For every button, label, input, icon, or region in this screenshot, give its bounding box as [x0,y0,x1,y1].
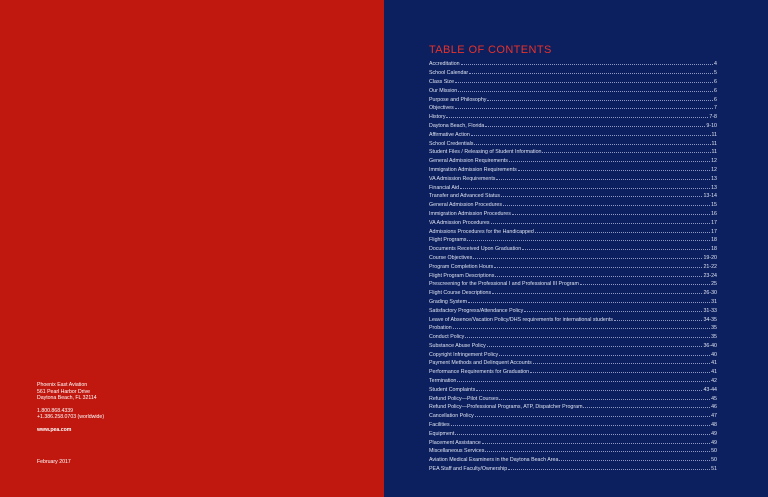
toc-entry-page: 23-24 [703,272,717,279]
toc-entry-label: Termination [429,378,457,385]
toc-entry-page: 17 [711,228,717,235]
toc-entry-page: 13 [711,184,717,191]
toc-entry[interactable] [429,105,717,114]
toc-entry-page: 51 [711,466,717,473]
toc-entry[interactable] [429,237,717,246]
toc-entry-leader-dots [533,360,710,364]
toc-entry-label: Accreditation [429,61,460,68]
toc-entry[interactable] [429,360,717,369]
toc-entry[interactable] [429,255,717,264]
toc-entry[interactable] [429,246,717,255]
toc-entry-page: 49 [711,430,717,437]
toc-entry-label: Satisfactory Progress/Attendance Policy [429,307,524,314]
toc-entry-page: 16 [711,210,717,217]
toc-entry-label: VA Admission Procedures [429,219,490,226]
toc-entry-page: 31 [711,298,717,305]
toc-entry-page: 41 [711,369,717,376]
toc-entry[interactable] [429,386,717,395]
toc-entry-leader-dots [469,70,713,74]
toc-entry-leader-dots [524,307,702,311]
toc-entry-leader-dots [446,114,708,118]
toc-entry-label: Prescreening for the Professional I and Professional III Program [429,281,579,288]
toc-entry[interactable] [429,299,717,308]
toc-entry[interactable] [429,307,717,316]
toc-entry[interactable] [429,87,717,96]
toc-entry-page: 11 [711,149,717,156]
toc-entry-page: 18 [711,237,717,244]
toc-entry-page: 17 [711,219,717,226]
toc-entry[interactable] [429,290,717,299]
toc-entry[interactable] [429,448,717,457]
toc-entry-page: 5 [714,70,717,77]
toc-entry-leader-dots [499,351,710,355]
toc-entry-label: Program Completion Hours [429,263,494,270]
toc-entry[interactable] [429,404,717,413]
toc-entry-leader-dots [460,184,710,188]
toc-entry[interactable] [429,184,717,193]
toc-entry-label: Equipment [429,430,455,437]
toc-entry-page: 12 [711,158,717,165]
toc-entry-label: Leave of Absence/Vacation Policy/DHS requirements for international students [429,316,613,323]
toc-entry-leader-dots [465,334,710,338]
toc-entry-page: 6 [714,78,717,85]
toc-entry[interactable] [429,316,717,325]
toc-entry-label: General Admission Procedures [429,202,503,209]
toc-entry-leader-dots [455,430,710,434]
toc-entry-label: PEA Staff and Faculty/Ownership [429,466,508,473]
toc-entry-leader-dots [522,246,710,250]
toc-entry-page: 36-40 [703,342,717,349]
toc-entry-label: History [429,114,446,121]
city-state-zip: Daytona Beach, FL 32114 [37,395,97,402]
toc-entry-leader-dots [614,316,703,320]
toc-entry[interactable] [429,351,717,360]
toc-entry-page: 48 [711,422,717,429]
toc-entry-page: 41 [711,360,717,367]
toc-entry-leader-dots [476,386,702,390]
toc-entry-page: 40 [711,351,717,358]
toc-entry-label: Probation [429,325,452,332]
toc-entry-page: 43-44 [703,386,717,393]
toc-entry-label: Transfer and Advanced Status [429,193,501,200]
toc-entry-label: Immigration Admission Procedures [429,210,511,217]
toc-entry-label: Placement Assistance [429,439,481,446]
toc-entry-leader-dots [473,255,702,259]
toc-entry-label: Miscellaneous Services [429,448,485,455]
toc-entry-leader-dots [487,343,703,347]
toc-entry-leader-dots [471,131,711,135]
toc-entry[interactable] [429,96,717,105]
toc-entry-page: 49 [711,439,717,446]
toc-entry-page: 12 [711,166,717,173]
toc-entry-label: Admissions Procedures for the Handicapped [429,228,534,235]
toc-entry-label: Flight Program Descriptions [429,272,495,279]
toc-entry[interactable] [429,457,717,466]
toc-entry-label: Student Complaints [429,386,476,393]
toc-entry-label: General Admission Requirements [429,158,508,165]
toc-entry[interactable] [429,228,717,237]
school-contact-block [37,382,104,434]
toc-entry-label: Grading System [429,298,467,305]
toc-entry[interactable] [429,369,717,378]
toc-entry-leader-dots [492,290,702,294]
toc-entry-page: 6 [714,87,717,94]
toc-entry[interactable] [429,281,717,290]
toc-entry-label: School Credentials [429,140,474,147]
toc-entry-leader-dots [535,228,710,232]
toc-entry-leader-dots [494,263,702,267]
toc-entry-label: Copyright Infringement Policy [429,351,499,358]
toc-entry-page: 4 [714,61,717,68]
toc-entry-label: Documents Received Upon Graduation [429,246,522,253]
toc-entry-label: Flight Course Descriptions [429,290,492,297]
toc-entry[interactable] [429,378,717,387]
toc-entry-leader-dots [583,404,710,408]
toc-entry-page: 35 [711,334,717,341]
toc-entry-label: Payment Methods and Delinquent Accounts [429,360,532,367]
toc-entry-leader-dots [474,140,710,144]
toc-entry-leader-dots [518,167,710,171]
toc-entry-label: Flight Programs [429,237,467,244]
school-name: Phoenix East Aviation [37,382,88,388]
toc-entry-page: 46 [711,404,717,411]
toc-entry-leader-dots [487,96,713,100]
toc-entry-leader-dots [455,105,713,109]
toc-entry[interactable] [429,131,717,140]
toc-entry-page: 26-30 [703,290,717,297]
toc-entry-leader-dots [508,466,710,470]
toc-entry-leader-dots [491,219,711,223]
toc-entry[interactable] [429,123,717,132]
toc-entry-page: 34-35 [703,316,717,323]
street-address: 561 Pearl Harbor Drive [37,388,91,395]
toc-entry-leader-dots [501,193,702,197]
toc-entry[interactable] [429,211,717,220]
toc-entry-page: 15 [711,202,717,209]
toc-entry-leader-dots [485,123,705,127]
toc-entry[interactable] [429,439,717,448]
toc-entry[interactable] [429,70,717,79]
toc-entry-label: VA Admission Requirements [429,175,496,182]
toc-entry-label: Substance Abuse Policy [429,342,486,349]
toc-entry-label: Immigration Admission Requirements [429,166,517,173]
toc-entry-leader-dots [455,79,713,83]
toc-entry-leader-dots [509,158,710,162]
toc-entry-page: 11 [711,140,717,147]
toc-entry-page: 13-14 [703,193,717,200]
toc-entry-page: 11 [711,131,717,138]
toc-entry[interactable] [429,343,717,352]
toc-entry[interactable] [429,334,717,343]
toc-entry-leader-dots [485,448,710,452]
publication-date: February 2017 [37,459,71,465]
toc-entry-label: Aviation Medical Examiners in the Daytona Beach Area [429,457,559,464]
toc-entry[interactable] [429,79,717,88]
phone-tollfree: 1.800.868.4339 [37,407,74,414]
toc-entry[interactable] [429,193,717,202]
toc-entry-label: Affirmative Action [429,131,470,138]
toc-entry-leader-dots [542,149,710,153]
toc-entry-leader-dots [451,422,710,426]
toc-entry[interactable] [429,140,717,149]
toc-entry-leader-dots [503,202,710,206]
toc-entry[interactable] [429,466,717,475]
toc-entry-label: Facilities [429,422,450,429]
website-link[interactable]: www.pea.com [37,426,72,433]
toc-entry-page: 25 [711,281,717,288]
toc-entry[interactable] [429,272,717,281]
toc-entry-page: 7-8 [709,114,717,121]
toc-entry-page: 50 [711,448,717,455]
toc-entry[interactable] [429,175,717,184]
toc-entry-label: Purpose and Philosophy [429,96,487,103]
toc-entry-label: School Calendar [429,70,469,77]
toc-title: TABLE OF CONTENTS [429,44,552,56]
toc-entry-leader-dots [530,369,710,373]
toc-entry[interactable] [429,413,717,422]
toc-entry-leader-dots [457,378,710,382]
toc-entry-leader-dots [461,61,713,65]
toc-list [429,61,717,474]
toc-entry-leader-dots [453,325,710,329]
toc-entry-page: 47 [711,413,717,420]
toc-entry[interactable] [429,422,717,431]
toc-entry[interactable] [429,219,717,228]
toc-entry[interactable] [429,114,717,123]
toc-entry-page: 45 [711,395,717,402]
toc-entry[interactable] [429,61,717,70]
toc-entry-page: 35 [711,325,717,332]
toc-entry-leader-dots [482,439,710,443]
toc-entry-leader-dots [467,237,710,241]
toc-entry-page: 42 [711,378,717,385]
toc-entry-label: Our Mission [429,87,458,94]
toc-entry-leader-dots [499,395,710,399]
toc-entry-page: 31-33 [703,307,717,314]
toc-entry-leader-dots [475,413,710,417]
toc-entry[interactable] [429,202,717,211]
toc-entry-page: 6 [714,96,717,103]
toc-entry-leader-dots [559,457,710,461]
toc-entry[interactable] [429,430,717,439]
toc-entry-label: Cancellation Policy [429,413,474,420]
phone-worldwide: +1.386.258.0703 (worldwide) [37,414,105,421]
toc-entry[interactable] [429,158,717,167]
toc-entry-label: Refund Policy—Professional Programs, ATP, Dispatcher Program [429,404,583,411]
toc-entry-leader-dots [496,175,710,179]
toc-entry-label: Refund Policy—Pilot Courses [429,395,499,402]
toc-entry-leader-dots [458,87,713,91]
toc-entry-leader-dots [512,211,710,215]
toc-entry-label: Performance Requirements for Graduation [429,369,530,376]
toc-entry-label: Class Size [429,78,455,85]
toc-entry-label: Conduct Policy [429,334,465,341]
toc-entry-page: 18 [711,246,717,253]
toc-entry-label: Daytona Beach, Florida [429,122,485,129]
toc-entry[interactable] [429,149,717,158]
toc-entry-leader-dots [580,281,710,285]
toc-entry-page: 9-10 [706,122,717,129]
toc-entry-page: 21-22 [703,263,717,270]
toc-entry-leader-dots [468,299,710,303]
toc-entry-label: Objectives [429,105,454,112]
toc-entry-page: 19-20 [703,254,717,261]
toc-entry[interactable] [429,263,717,272]
toc-entry-page: 13 [711,175,717,182]
toc-entry[interactable] [429,325,717,334]
toc-entry[interactable] [429,167,717,176]
toc-entry-label: Financial Aid [429,184,460,191]
toc-entry-page: 50 [711,457,717,464]
toc-entry-label: Course Objectives [429,254,473,261]
toc-entry[interactable] [429,395,717,404]
toc-entry-leader-dots [495,272,702,276]
toc-entry-label: Student Files / Releasing of Student Information [429,149,542,156]
toc-entry-page: 7 [714,105,717,112]
